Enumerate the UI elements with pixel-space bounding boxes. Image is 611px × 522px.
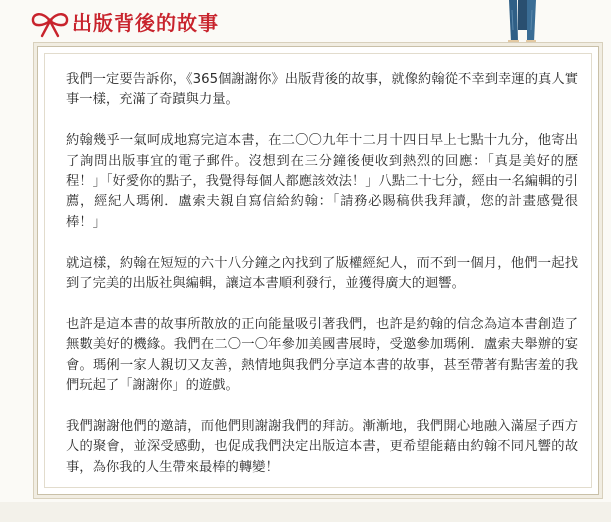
ribbon-bow-icon bbox=[30, 10, 70, 38]
figure-legs-illustration bbox=[503, 0, 543, 44]
footer-band bbox=[0, 502, 611, 522]
section-header bbox=[0, 0, 611, 44]
paragraph-5: 我們謝謝他們的邀請，而他們則謝謝我們的拜訪。漸漸地，我們開心地融入滿屋子西方人的聚會，並深受感動，也促成我們決定出版這本書，更希望能藉由約翰不同凡響的故事，為你我的人生帶來最棒的轉變！ bbox=[66, 418, 578, 475]
paragraph-4: 也許是這本書的故事所散放的正向能量吸引著我們，也許是約翰的信念為這本書創造了無數美好的機緣。我們在二〇一〇年參加美國書展時，受邀參加瑪俐．盧索夫舉辦的宴會。瑪俐一家人親切又友善，熱情地與我們分享這本書的故事，甚至帶著有點害羞的我們玩起了「謝謝你」的遊戲。 bbox=[66, 316, 578, 394]
paragraph-1: 我們一定要告訴你，《365個謝謝你》出版背後的故事，就像約翰從不幸到幸運的真人實事一樣，充滿了奇蹟與力量。 bbox=[66, 72, 578, 108]
paragraph-2: 約翰幾乎一氣呵成地寫完這本書，在二〇〇九年十二月十四日早上七點十九分，他寄出了詢問出版事宜的電子郵件。沒想到在三分鐘後便收到熱烈的回應：「真是美好的歷程！」「好愛你的點子，我覺得每個人都應該效法！」八點二十七分，經由一名編輯的引薦，經紀人瑪俐．盧索夫親自寫信給約翰：「請務必賜稿供我拜讀，您的計畫感覺很棒！」 bbox=[66, 133, 578, 230]
page-title: 出版背後的故事 bbox=[72, 11, 219, 35]
paragraph-3: 就這樣，約翰在短短的六十八分鐘之內找到了版權經紀人，而不到一個月，他們一起找到了完美的出版社與編輯，讓這本書順利發行，並獲得廣大的迴響。 bbox=[66, 255, 578, 292]
story-text bbox=[66, 70, 578, 478]
